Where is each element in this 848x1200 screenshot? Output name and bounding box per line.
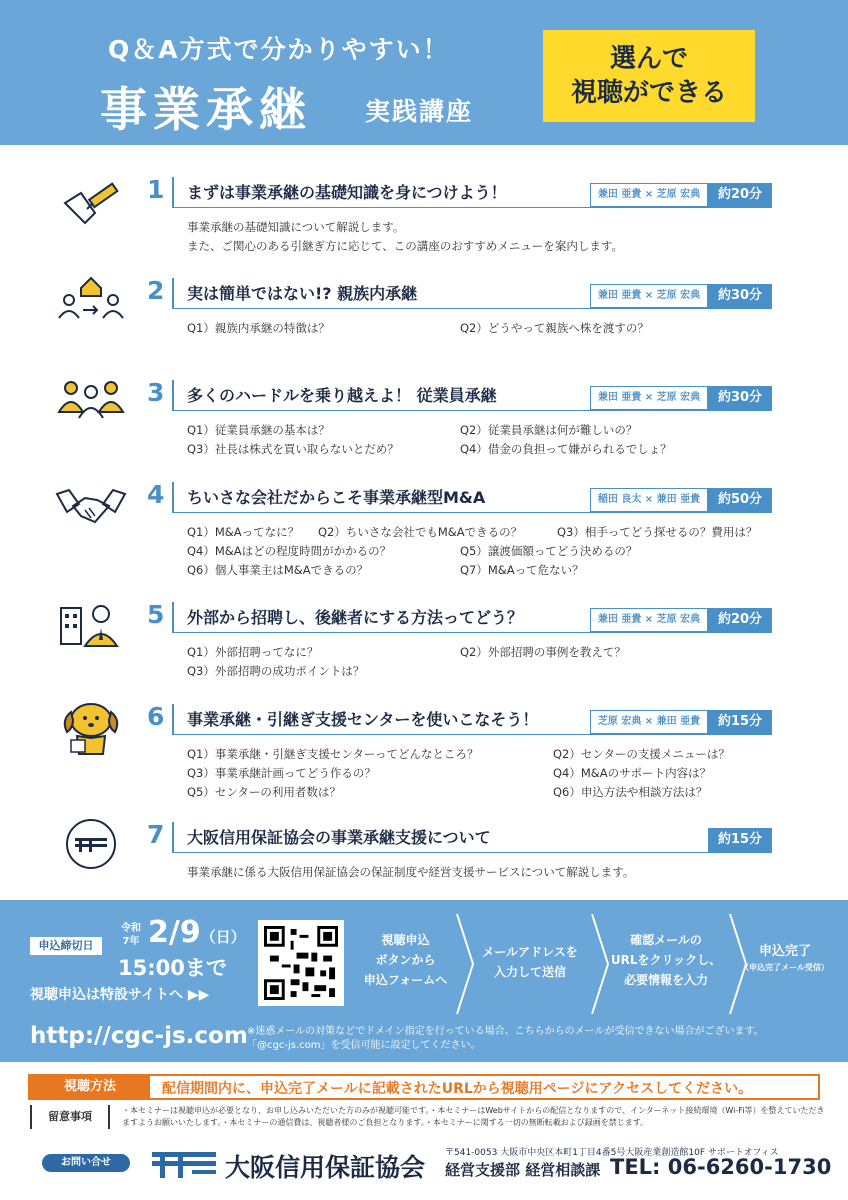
chevron-right-icon: [455, 912, 475, 1016]
duration-badge: 約15分: [708, 710, 772, 734]
section-body-line: 事業承継に係る大阪信用保証協会の保証制度や経営支援サービスについて解説します。: [187, 865, 635, 879]
section-5: [0, 600, 848, 680]
notes: [30, 1103, 830, 1135]
section-title: ちいさな会社だからこそ事業承継型M&A: [187, 488, 486, 507]
speakers-label: 兼田 亜貴 × 芝原 宏典: [590, 386, 708, 410]
duration-badge: 約30分: [708, 284, 772, 308]
question: Q5）センターの利用者数は？: [187, 785, 341, 799]
section-number: 5: [147, 600, 165, 629]
section-1: [0, 175, 848, 255]
section-number: 6: [147, 702, 165, 731]
email-note: ※迷惑メールの対策などでドメイン指定を行っている場合、こちらからのメールが受信できない場合がございます。 「@cgc-js.com」を受信可能に設定してください。: [247, 1026, 764, 1051]
telephone[interactable]: TEL: 06-6260-1730: [610, 1155, 832, 1179]
era-label: 令和 7年: [121, 923, 141, 947]
footer: [0, 1145, 848, 1200]
header-banner: [0, 0, 848, 145]
pen-hand-icon: [55, 175, 127, 235]
duration-badge: 約15分: [708, 828, 772, 852]
question: Q2）どうやって親族へ株を渡すの？: [460, 321, 649, 335]
question: Q4）借金の負担って嫌がられるでしょ？: [460, 442, 672, 456]
section-body-line: 事業承継の基礎知識について解説します。: [187, 220, 405, 234]
organization-name: 大阪信用保証協会: [225, 1153, 426, 1182]
header-title: 事業承継: [100, 83, 312, 138]
question: Q3）外部招聘の成功ポイントは？: [187, 664, 365, 678]
question: Q3）相手ってどう探せるの？費用は？: [557, 525, 758, 539]
question: Q1）外部招聘ってなに？: [187, 645, 319, 659]
notes-label: 留意事項: [30, 1105, 110, 1129]
speakers-label: 兼田 亜貴 × 芝原 宏典: [590, 608, 708, 632]
how-to-watch: [28, 1074, 820, 1100]
duration-badge: 約20分: [708, 608, 772, 632]
section-6: [0, 702, 848, 802]
section-title: 外部から招聘し、後継者にする方法ってどう？: [187, 608, 524, 627]
question: Q2）従業員承継は何が難しいの？: [460, 423, 638, 437]
duration-badge: 約20分: [708, 183, 772, 207]
section-number: 4: [147, 480, 165, 509]
deadline-date: 2/9（日）: [148, 915, 246, 950]
section-title: 多くのハードルを乗り越えよ！ 従業員承継: [187, 386, 497, 405]
businessman-icon: [55, 600, 127, 660]
employees-icon: [55, 374, 127, 434]
question: Q1）事業承継・引継ぎ支援センターってどんなところ？: [187, 747, 479, 761]
badge-line-2: 視聴ができる: [570, 78, 727, 108]
question: Q4）M&Aのサポート内容は？: [553, 766, 712, 780]
how-to-watch-label: 視聴方法: [30, 1076, 150, 1098]
speakers-label: 兼田 亜貴 × 芝原 宏典: [590, 183, 708, 207]
notes-text: ・本セミナーは視聴申込が必要となり、お申し込みいただいた方のみが視聴可能です。・本セミナーはWebサイトからの配信となりますので、インターネット接続環境（Wi-Fi等）を整えていただきますようお願いいたします。・本セミナーの通信費は、視聴者様のご負担となります。・本セミナーに関する一切の無断転載および録画を禁じます。: [122, 1106, 825, 1127]
department: 経営支援部 経営相談課: [445, 1161, 601, 1179]
question: Q4）M&Aはどの程度時間がかかるの？: [187, 544, 392, 558]
question: Q1）M&Aってなに？: [187, 525, 300, 539]
go-site-link[interactable]: 視聴申込は特設サイトへ ▶▶: [30, 987, 210, 1003]
speakers-label: 兼田 亜貴 × 芝原 宏典: [590, 284, 708, 308]
deadline-label: 申込締切日: [30, 937, 102, 955]
question: Q1）従業員承継の基本は？: [187, 423, 330, 437]
question: Q3）社長は株式を買い取らないとだめ？: [187, 442, 399, 456]
section-title: 事業承継・引継ぎ支援センターを使いこなそう！: [187, 710, 539, 729]
handshake-icon: [55, 478, 127, 538]
step-complete: 申込完了 （申込完了メール受信）: [741, 944, 829, 972]
qr-code-icon[interactable]: [258, 920, 344, 1006]
association-logo-icon: [55, 816, 127, 876]
step-confirm: 確認メールの URLをクリックし、 必要情報を入力: [610, 933, 722, 987]
question: Q5）譲渡価額ってどう決めるの？: [460, 544, 638, 558]
section-3: [0, 378, 848, 458]
application-panel: [0, 900, 848, 1062]
section-number: 3: [147, 378, 165, 407]
question: Q6）申込方法や相談方法は？: [553, 785, 708, 799]
qr-code-graphic: [264, 926, 338, 1000]
section-title: 実は簡単ではない!? 親族内承継: [187, 284, 418, 303]
deadline-time: 15:00まで: [118, 956, 227, 980]
section-number: 7: [147, 820, 165, 849]
association-logo-icon: [152, 1150, 216, 1180]
section-title: まずは事業承継の基礎知識を身につけよう！: [187, 183, 507, 202]
speakers-label: 稲田 良太 × 兼田 亜貴: [590, 488, 708, 512]
question: Q3）事業承継計画ってどう作るの？: [187, 766, 376, 780]
question: Q2）センターの支援メニューは？: [553, 747, 730, 761]
question: Q2）ちいさな会社でもM&Aできるの？: [318, 525, 523, 539]
section-2: [0, 276, 848, 346]
section-body-line: また、ご関心のある引継ぎ方に応じて、この講座のおすすめメニューを案内します。: [187, 239, 623, 253]
inquiry-label: お問い合せ: [42, 1154, 130, 1172]
section-4: [0, 480, 848, 580]
section-7: [0, 820, 848, 885]
question: Q1）親族内承継の特徴は？: [187, 321, 330, 335]
question: Q7）M&Aって危ない？: [460, 563, 584, 577]
speakers-label: 芝原 宏典 × 兼田 亜貴: [590, 710, 708, 734]
question: Q2）外部招聘の事例を教えて？: [460, 645, 626, 659]
step-apply: 視聴申込 ボタンから 申込フォームへ: [363, 933, 448, 987]
how-to-watch-text: 配信期間内に、申込完了メールに記載されたURLから視聴用ページにアクセスしてください。: [162, 1081, 753, 1097]
selectable-badge: [543, 30, 755, 122]
duration-badge: 約30分: [708, 386, 772, 410]
site-url-link[interactable]: http://cgc-js.com: [30, 1023, 248, 1049]
mascot-dog-icon: [55, 698, 127, 758]
address: 〒541-0053 大阪市中央区本町1丁目4番5号大阪産業創造館10F サポートオフィス: [445, 1148, 779, 1158]
header-title-suffix: 実践講座: [365, 97, 474, 126]
badge-line-1: 選んで: [609, 44, 688, 74]
question: Q6）個人事業主はM&Aできるの？: [187, 563, 369, 577]
family-house-icon: [55, 272, 127, 332]
step-email: メールアドレスを 入力して送信: [482, 945, 578, 979]
section-number: 2: [147, 276, 165, 305]
duration-badge: 約50分: [708, 488, 772, 512]
header-subtitle: Q＆A方式で分かりやすい！: [108, 35, 450, 64]
section-title: 大阪信用保証協会の事業承継支援について: [187, 828, 491, 847]
section-number: 1: [147, 175, 165, 204]
